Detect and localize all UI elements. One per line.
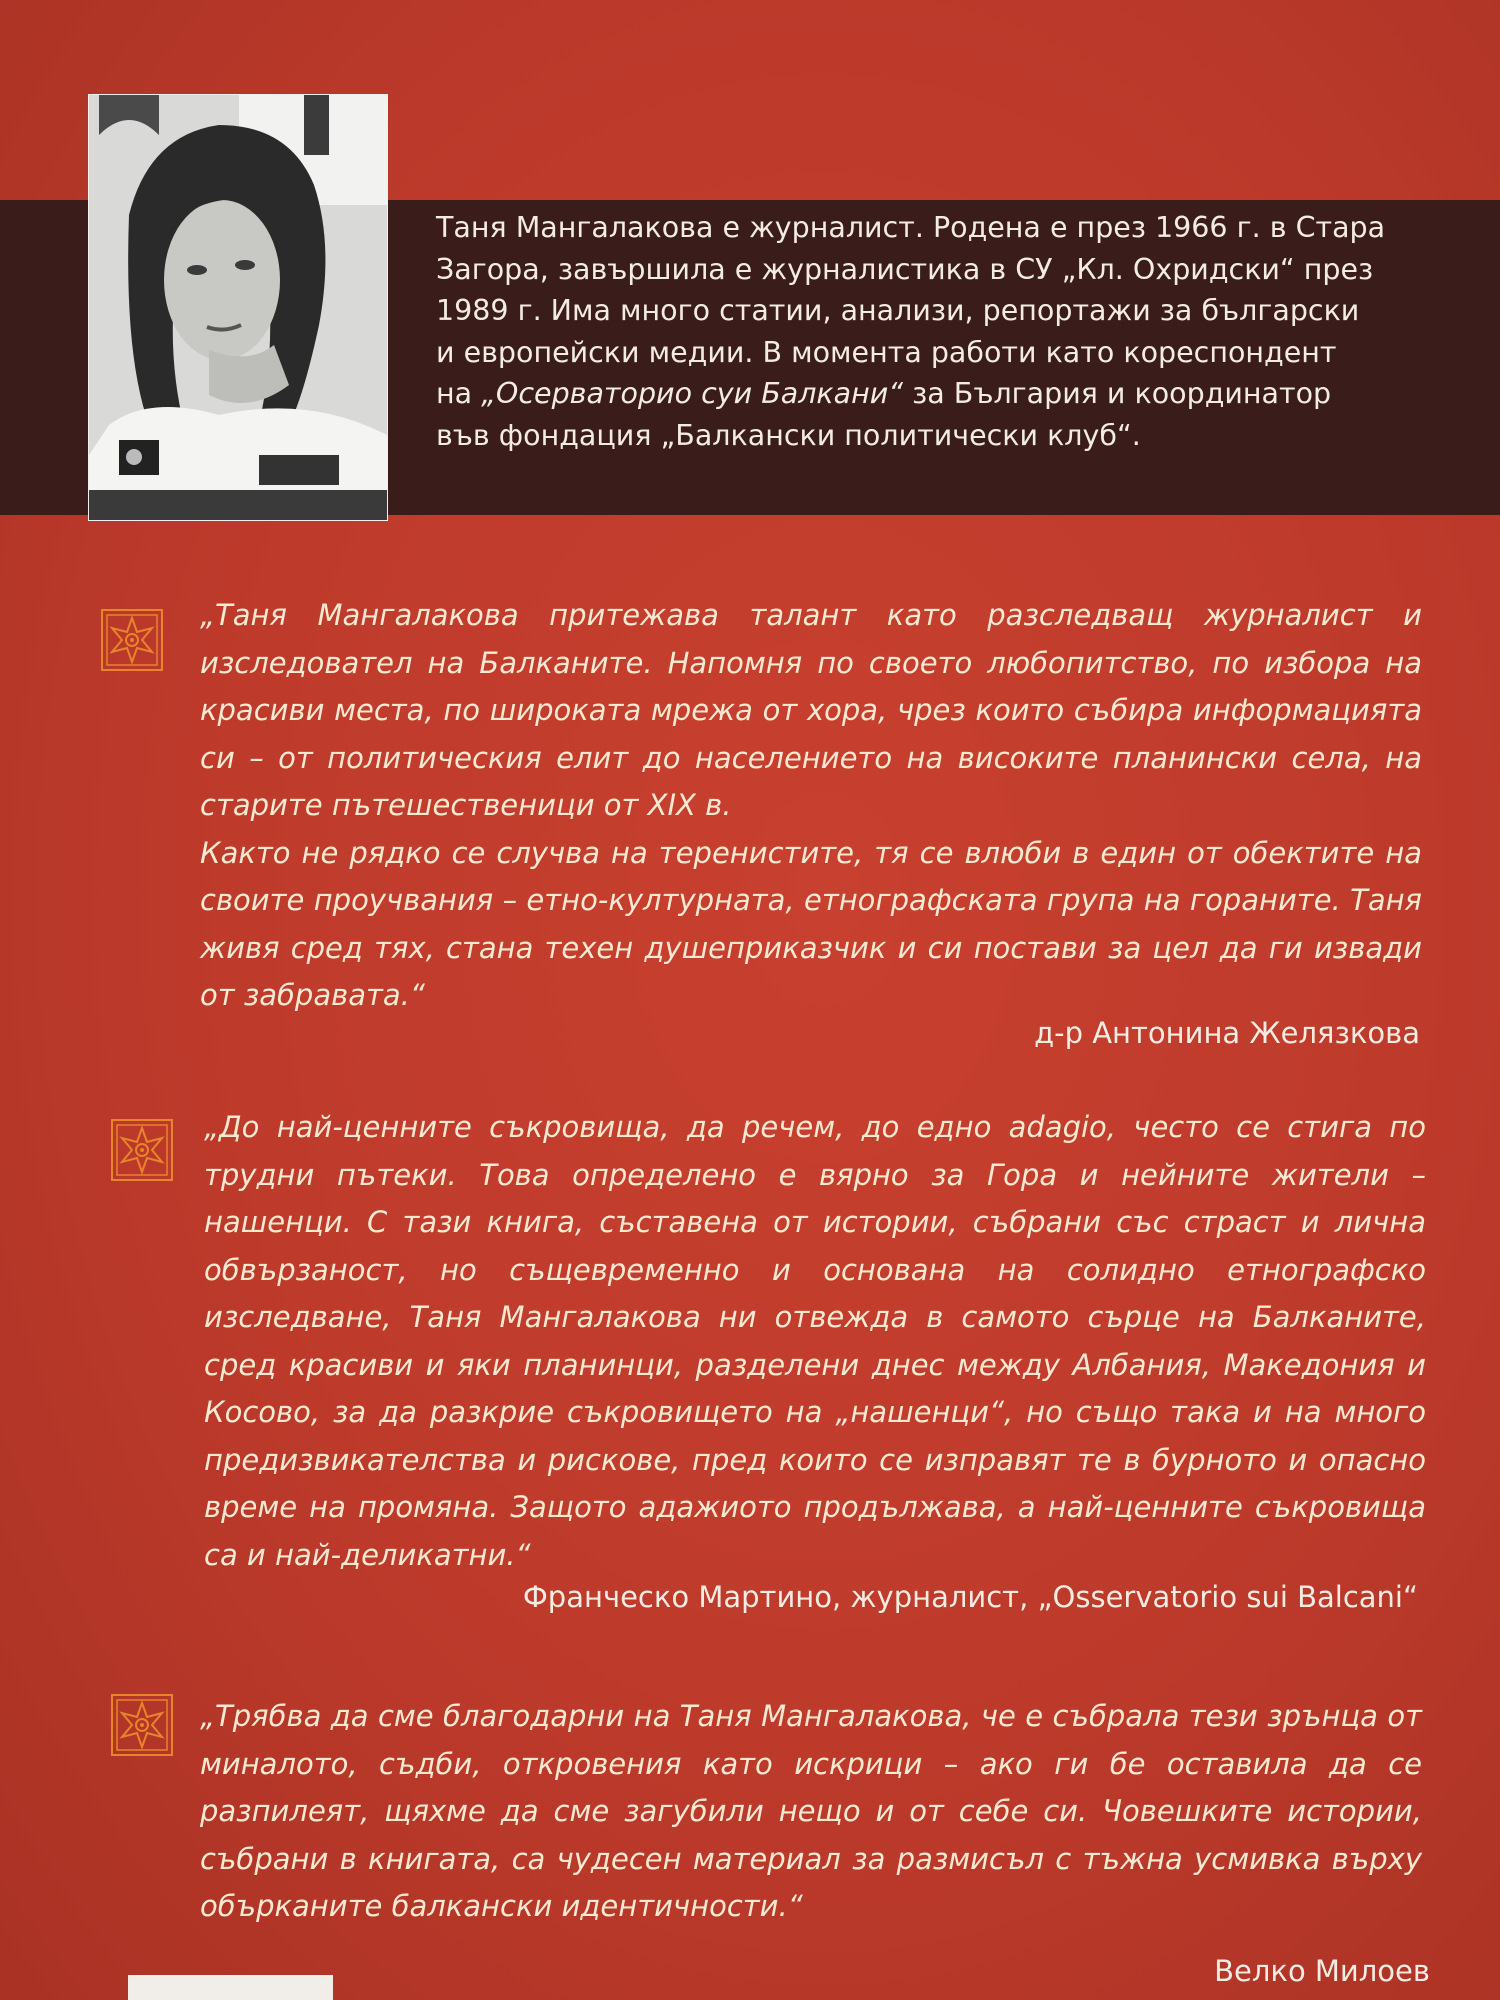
bio-line: и европейски медии. В момента работи като кореспондент (436, 335, 1337, 369)
quote-2 (204, 1104, 1426, 1579)
bio-line: във фондация „Балкански политически клуб“. (436, 418, 1141, 452)
ornament-icon (100, 608, 164, 672)
author-bio (436, 207, 1451, 456)
author-photo-illustration (89, 95, 387, 520)
bio-line: 1989 г. Има много статии, анализи, репортажи за български (436, 294, 1360, 327)
quote-paragraph: „Трябва да сме благодарни на Таня Мангалакова, че е събрала тези зрънца от миналото, съдби, откровения като искрици – ако ги бе оставила да се разпилеят, щяхме да сме загубили нещо и от себе си. Човешките истории, събрани в книгата, са чудесен материал за размисъл с тъжна усмивка върху обърканите балкански идентичности.“ (200, 1699, 1422, 1923)
quote-3 (200, 1693, 1422, 1931)
bio-line: Загора, завършила е журналистика в СУ „Кл. Охридски“ през (436, 252, 1374, 286)
quote-paragraph: Както не рядко се случва на теренистите, тя се влюби в един от обектите на своите проучвания – етно-културната, етнографската група на гораните. Таня живя сред тях, стана техен душеприказчик и си постави за цел да ги извади от забравата.“ (200, 835, 1422, 1012)
quote-author: Франческо Мартино, журналист, „Osservatorio sui Balcani“ (522, 1580, 1418, 1614)
quote-paragraph: „До най-ценните съкровища, да речем, до едно adagio, често се стига по трудни пътеки. Това определено е вярно за Гора и нейните жители – нашенци. С тази книга, съставена от истории, събрани със страст и лична обвързаност, но същевременно и основана на солидно етнографско изследване, Таня Мангалакова ни отвежда в самото сърце на Балканите, сред красиви и яки планинци, разделени днес между Албания, Македония и Косово, за да разкрие съкровището на „нашенци“, но също така и на много предизвикателства и рискове, пред които се изправят те в бурното и опасно време на промяна. Защото адажиото продължава, а най-ценните съкровища са и най-деликатни.“ (204, 1110, 1426, 1572)
author-photo (88, 94, 388, 521)
quote-paragraph: „Таня Мангалакова притежава талант като разследващ журналист и изследовател на Балканите. Напомня по своето любопитство, по избора на красиви места, по широката мрежа от хора, чрез които събира информацията си – от политическия елит до населението на високите планински села, на старите пътешественици от XIX в. (200, 598, 1422, 822)
ornament-icon (110, 1693, 174, 1757)
publication-name: „Осерваторио суи Балкани“ (481, 377, 904, 410)
bio-line: Таня Мангалакова е журналист. Родена е през 1966 г. в Стара (436, 211, 1386, 244)
bio-text: за България и координатор (903, 377, 1332, 410)
quote-author: д-р Антонина Желязкова (1034, 1016, 1420, 1050)
ornament-icon (110, 1118, 174, 1182)
quote-author: Велко Милоев (1214, 1954, 1430, 1988)
bio-line (436, 373, 1451, 415)
sticker (128, 1975, 333, 2000)
bio-text: на (436, 377, 482, 410)
quote-1 (200, 592, 1422, 1020)
